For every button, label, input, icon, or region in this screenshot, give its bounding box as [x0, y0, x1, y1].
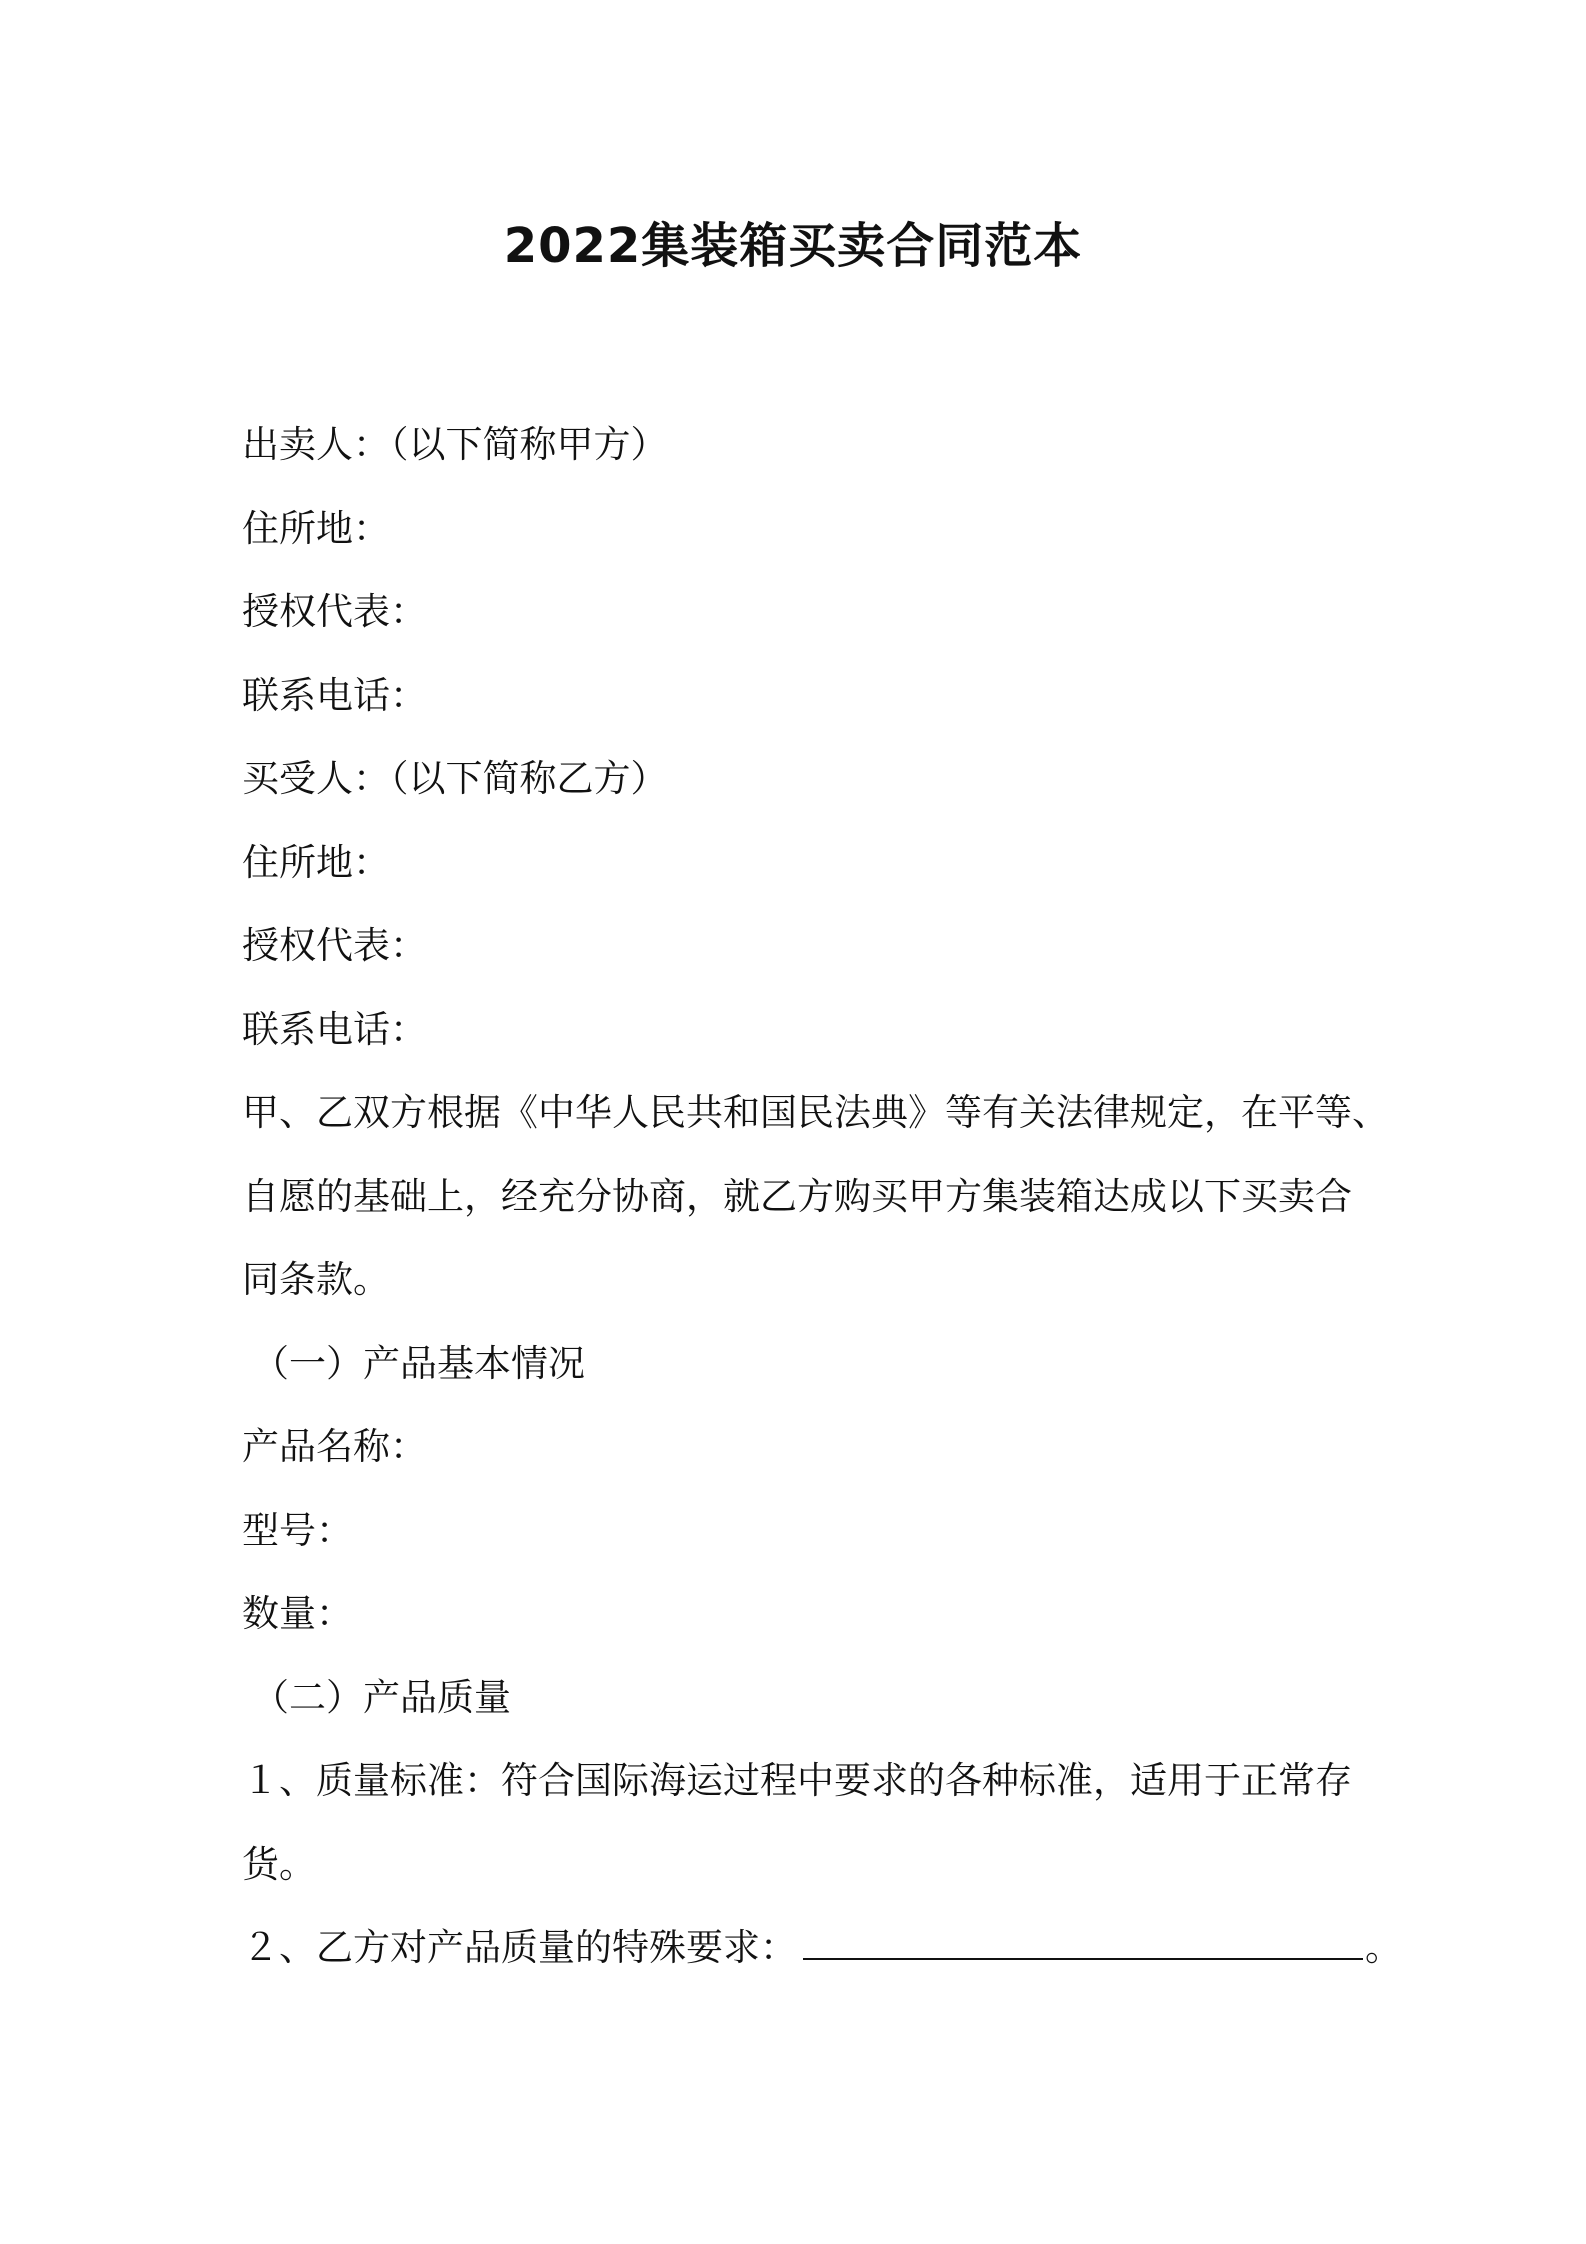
document-body: [242, 403, 1402, 1990]
quality-standard-line-1: １、质量标准：符合国际海运过程中要求的各种标准，适用于正常存: [242, 1759, 1352, 1802]
line-end-period: 。: [1365, 1926, 1402, 1969]
preamble-line-2: 自愿的基础上，经充分协商，就乙方购买甲方集装箱达成以下买卖合: [242, 1174, 1352, 1218]
buyer-phone-line: 联系电话：: [242, 1007, 427, 1051]
quantity-line: 数量：: [242, 1592, 353, 1635]
preamble-line-3: 同条款。: [242, 1258, 390, 1301]
special-quality-requirements-line: [242, 1906, 1402, 1990]
document-title: 2022集装箱买卖合同范本: [503, 218, 1083, 274]
preamble-line-1: 甲、乙双方根据《中华人民共和国民法典》等有关法律规定，在平等、: [242, 1091, 1389, 1134]
seller-phone-line: 联系电话：: [242, 673, 427, 717]
product-name-line: 产品名称：: [242, 1425, 427, 1468]
section-heading-quality: （二）产品质量: [252, 1675, 511, 1719]
seller-line: 出卖人：（以下简称甲方）: [242, 423, 668, 466]
buyer-representative-line: 授权代表：: [242, 924, 427, 967]
buyer-line: 买受人：（以下简称乙方）: [242, 757, 668, 800]
seller-address-line: 住所地：: [242, 506, 390, 550]
buyer-address-line: 住所地：: [242, 840, 390, 884]
fill-in-blank: [803, 1918, 1363, 1960]
section-heading-basic-info: （一）产品基本情况: [252, 1341, 585, 1385]
quality-standard-line-2: 货。: [242, 1842, 316, 1886]
model-line: 型号：: [242, 1508, 353, 1552]
seller-representative-line: 授权代表：: [242, 590, 427, 633]
special-quality-requirements-label: ２、乙方对产品质量的特殊要求：: [242, 1926, 797, 1969]
